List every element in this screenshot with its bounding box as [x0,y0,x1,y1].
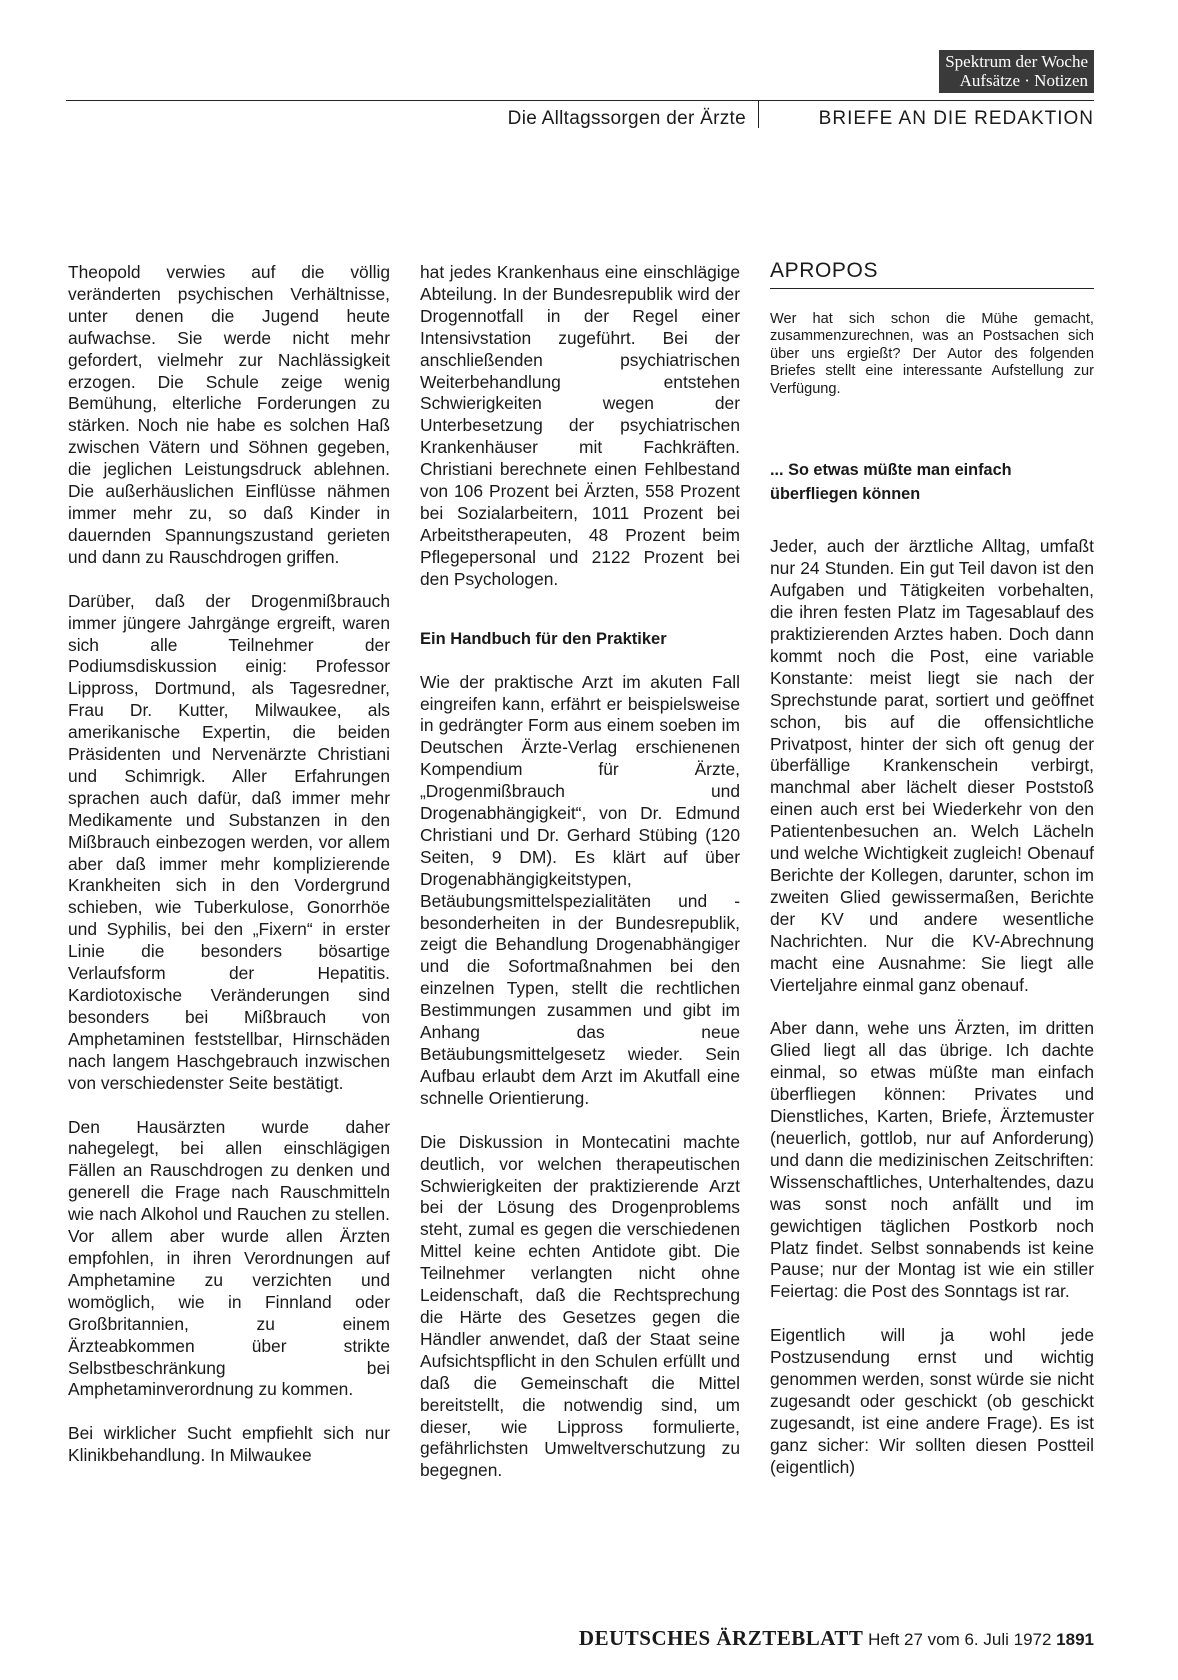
paragraph: Bei wirklicher Sucht empfiehlt sich nur Klinikbehandlung. In Milwaukee [68,1423,390,1466]
page-number: 1891 [1056,1630,1094,1649]
badge-line-1: Spektrum der Woche [945,52,1088,71]
apropos-intro: Wer hat sich schon die Mühe gemacht, zusammenzurechnen, was an Postsachen sich über uns ergießt? Der Autor des folgenden Briefes stellt eine interessante Aufstellung zur Verfügung. [770,310,1094,397]
letter-title: ... So etwas müßte man einfach überfliegen können [770,461,1012,504]
section-running-title: BRIEFE AN DIE REDAKTION [818,108,1094,129]
paragraph: Aber dann, wehe uns Ärzten, im dritten Glied liegt all das übrige. Ich dachte einmal, so etwas müßte man einfach überfliegen können: Privates und Dienstliches, Karten, Briefe, Ärztemuster (neuerlich, gottlob, nur auf Anforderung) und dann die medizinischen Zeitschriften: Wissenschaftliches, Unterhaltendes, dazu was sonst noch anfällt und im gewichtigen täglichen Postkorb noch Platz findet. Selbst sonnabends ist keine Pause; nur der Montag ist wie ein stiller Feiertag: die Post des Sonntags ist rar. [770,1018,1094,1302]
paragraph: hat jedes Krankenhaus eine einschlägige Abteilung. In der Bundesrepublik wird der Drogennotfall in der Regel einer Intensivstation zugeführt. Bei der anschließenden psychiatrischen Weiterbehandlung entstehen Schwierigkeiten wegen der Unterbesetzung der psychiatrischen Krankenhäuser mit Fachkräften. Christiani berechnete einen Fehlbestand von 106 Prozent bei Ärzten, 558 Prozent bei Sozialarbeitern, 1011 Prozent bei Arbeitstherapeuten, 48 Prozent beim Pflegepersonal und 2122 Prozent bei den Psychologen. [420,262,740,589]
header-rule [66,100,1094,101]
badge-line-2: Aufsätze · Notizen [959,71,1088,90]
paragraph: Theopold verwies auf die völlig veränderten psychischen Verhältnisse, unter denen die Jugend heute aufwachse. Sie werde nicht mehr gefordert, vielmehr zur Nachlässigkeit erzogen. Die Schule zeige wenig Bemühung, elterliche Forderungen zu stärken. Noch nie habe es solchen Haß zwischen Vätern und Söhnen gegeben, die jeglichen Leistungsdruck ablehnen. Die außerhäuslichen Einflüsse nähmen immer mehr zu, so daß Kinder in dauernden Spannungszustand gerieten und dann zu Rauschdrogen griffen. [68,262,390,567]
journal-name: DEUTSCHES ÄRZTEBLATT [578,1626,864,1650]
paragraph: Wie der praktische Arzt im akuten Fall eingreifen kann, erfährt er beispielsweise in gedrängter Form aus einem soeben im Deutschen Ärzte-Verlag erschienenen Kompendium für Ärzte, „Drogenmißbrauch und Drogenabhängigkeit“, von Dr. Edmund Christiani und Dr. Gerhard Stübing (120 Seiten, 9 DM). Es klärt auf über Drogenabhängigkeitstypen, Betäubungsmittelspezialitäten und -besonderheiten in der Bundesrepublik, zeigt die Behandlung Drogenabhängiger und die Sofortmaßnahmen bei den einzelnen Typen, stellt die rechtlichen Bestimmungen zusammen und gibt im Anhang das neue Betäubungsmittelgesetz wieder. Sein Aufbau erlaubt dem Arzt im Akutfall eine schnelle Orientierung. [420,671,740,1108]
paragraph: Jeder, auch der ärztliche Alltag, umfaßt nur 24 Stunden. Ein gut Teil davon ist den Aufgaben und Tätigkeiten vorbehalten, die ihren festen Platz im Tagesablauf des praktizierenden Arztes haben. Doch dann kommt noch die Post, eine variable Konstante: meist liegt sie nach der Sprechstunde parat, sortiert und geöffnet schon, bis auf die offensichtliche Privatpost, hinter der sich oft genug der überfällige Krankenschein verbirgt, manchmal aber lächelt dieser Poststoß einen auch erst bei Wiederkehr von den Patientenbesuchen an. Welch Lächeln und welche Wichtigkeit zugleich! Obenauf Berichte der Kollegen, darunter, schon im zweiten Glied gewissermaßen, Berichte der KV und andere wesentliche Nachrichten. Nur die KV-Abrechnung macht eine Ausnahme: Sie liegt alle Vierteljahre einmal ganz obenauf. [770,536,1094,995]
column-1 [68,262,390,1467]
paragraph: Den Hausärzten wurde daher nahegelegt, bei allen einschlägigen Fällen an Rauschdrogen zu denken und generell die Frage nach Rauschmitteln wie nach Alkohol und Rauchen zu stellen. Vor allem aber wurde allen Ärzten empfohlen, in ihren Verordnungen auf Amphetamine zu verzichten und womöglich, wie in Finnland oder Großbritannien, zu einem Ärzteabkommen über strikte Selbstbeschränkung bei Amphetaminverordnung zu kommen. [68,1116,390,1400]
paragraph: Darüber, daß der Drogenmißbrauch immer jüngere Jahrgänge ergreift, waren sich alle Teilnehmer der Podiumsdiskussion einig: Professor Lippross, Dortmund, als Tagesredner, Frau Dr. Kutter, Milwaukee, als amerikanische Expertin, die beiden Präsidenten und Nervenärzte Christiani und Schimrigk. Aller Erfahrungen sprachen auch dafür, daß immer mehr Medikamente und Substanzen in den Mißbrauch einbezogen werden, vor allem aber daß immer mehr komplizierende Krankheiten sich in den Vordergrund schieben, wie Tuberkulose, Gonorrhöe und Syphilis, bei den „Fixern“ in erster Linie die besonders bösartige Verlaufsform der Hepatitis. Kardiotoxische Veränderungen sind besonders bei Mißbrauch von Amphetaminen feststellbar, Hirnschäden nach langem Haschgebrauch inzwischen von verschiedenster Seite bestätigt. [68,590,390,1093]
section-subheading: Ein Handbuch für den Praktiker [420,629,667,648]
apropos-heading: APROPOS [770,260,1094,289]
paragraph: Eigentlich will ja wohl jede Postzusendung ernst und wichtig genommen werden, sonst würde sie nicht zugesandt oder geschickt (ob geschickt zugesandt, ist eine andere Frage). Es ist ganz sicher: Wir sollten diesen Postteil (eigentlich) [770,1325,1094,1477]
header-separator [758,100,759,128]
article-running-title: Die Alltagssorgen der Ärzte [507,108,746,129]
page-footer [579,1626,1094,1651]
column-2 [420,262,740,1482]
issue-info: Heft 27 vom 6. Juli 1972 [868,1630,1052,1649]
column-3 [770,260,1094,1479]
paragraph: Die Diskussion in Montecatini machte deutlich, vor welchen therapeutischen Schwierigkeiten der praktizierende Arzt bei der Lösung des Drogenproblems steht, zumal es gegen die verschiedenen Mittel keine echten Antidote gibt. Die Teilnehmer verlangten nicht ohne Leidenschaft, daß die Rechtsprechung die Härte des Gesetzes gegen die Händler anwendet, daß der Staat seine Aufsichtspflicht in den Schulen erfüllt und daß die Gemeinschaft die Mittel bereitstellt, die notwendig sind, um dieser, wie Lippross formulierte, gefährlichsten Umweltverschutzung zu begegnen. [420,1131,740,1481]
section-badge [939,50,1094,93]
